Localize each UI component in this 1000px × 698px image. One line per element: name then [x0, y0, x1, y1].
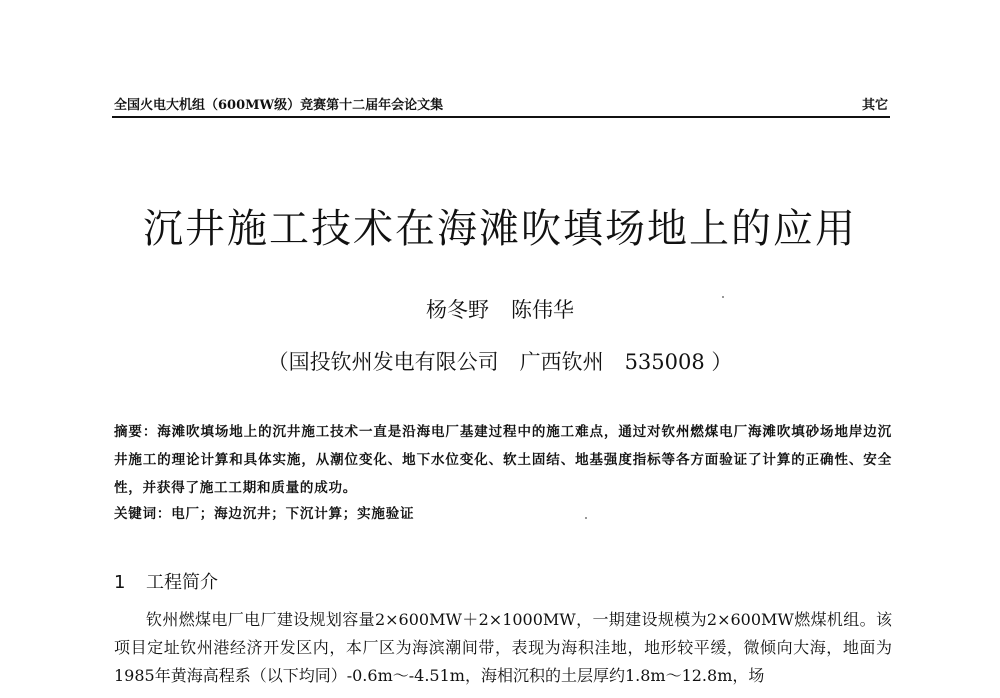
abstract-label: 摘要： — [114, 424, 158, 440]
proceedings-title: 全国火电大机组（600MW级）竞赛第十二届年会论文集 — [114, 98, 444, 113]
paper-title: 沉井施工技术在海滩吹填场地上的应用 — [143, 206, 857, 252]
section-category: 其它 — [861, 98, 888, 113]
author-name: 杨冬野 — [426, 298, 489, 322]
abstract-text: 海滩吹填场地上的沉井施工技术一直是沿海电厂基建过程中的施工难点，通过对钦州燃煤电厂海滩吹填砂场地岸边沉井施工的理论计算和具体实施，从潮位变化、地下水位变化、软土固结、地基强度指标等各方面验证了计算的正确性、安全性，并获得了施工工期和质量的成功。 — [114, 424, 892, 496]
abstract — [114, 418, 892, 502]
section-heading — [114, 568, 218, 594]
author-name: 陈伟华 — [511, 298, 574, 322]
section-title: 工程简介 — [146, 572, 218, 593]
affiliation: （国投钦州发电有限公司 广西钦州 535008 ） — [267, 350, 733, 374]
author-list — [0, 294, 1000, 324]
section-number: 1 — [114, 572, 126, 593]
body-text — [114, 606, 892, 690]
keywords-label: 关键词： — [114, 506, 172, 522]
keywords-text: 电厂；海边沉井；下沉计算；实施验证 — [171, 506, 415, 522]
scan-speck — [585, 517, 587, 519]
body-paragraph: 钦州燃煤电厂电厂建设规划容量2×600MW＋2×1000MW，一期建设规模为2×600MW燃煤机组。该项目定址钦州港经济开发区内，本厂区为海滨潮间带，表现为海积洼地，地形较平缓，微倾向大海，地面为1985年黄海高程系（以下均同）-0.6m～-4.51m，海相沉积的土层厚约1.8m～12.8m，场 — [114, 610, 892, 685]
scan-speck — [722, 296, 724, 298]
keywords — [114, 502, 892, 522]
running-header — [112, 92, 890, 118]
